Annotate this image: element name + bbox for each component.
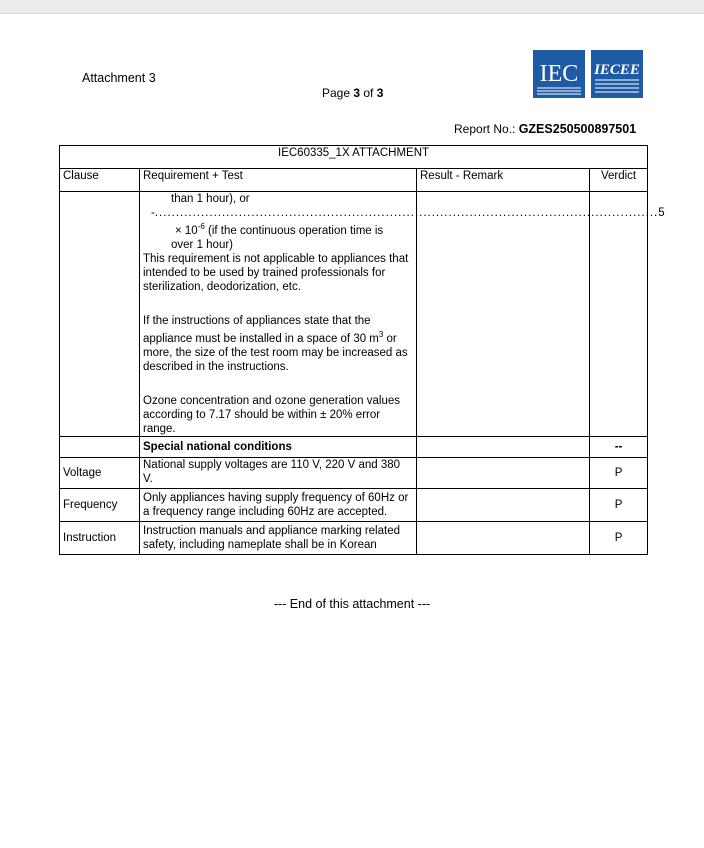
req-line: × $10^{-6}$ (if the continuous operation time is [175, 222, 384, 237]
verdict-cell: P [590, 521, 648, 554]
req-line: than 1 hour), or [171, 193, 250, 205]
verdict-cell [590, 192, 648, 437]
remark-cell [417, 488, 590, 521]
document-page [0, 14, 704, 848]
clause-cell: Instruction [60, 521, 140, 554]
clause-cell [60, 436, 140, 457]
viewer-top-bar [0, 0, 704, 14]
requirement-cell: National supply voltages are 110 V, 220 V and 380 V. [140, 457, 417, 488]
report-number: Report No.: GZES250500897501 [454, 122, 637, 136]
clause-cell: Voltage [60, 457, 140, 488]
table-row-special [60, 436, 648, 457]
svg-text:IECEE: IECEE [594, 62, 640, 78]
req-paragraph: Ozone concentration and ozone generation values according to 7.17 should be within ± 20% error range. [143, 394, 401, 435]
dot-leader-line: - ........................................................................................................................ 5 [151, 207, 665, 219]
requirement-cell: Instruction manuals and appliance marking related safety, including nameplate shall be in Korean [140, 521, 417, 554]
remark-cell [417, 457, 590, 488]
clause-cell [60, 192, 140, 437]
col-header-clause: Clause [60, 169, 140, 192]
col-header-verdict: Verdict [590, 169, 648, 192]
table-row [60, 521, 648, 554]
table-title: IEC60335_1X ATTACHMENT [60, 146, 648, 169]
attachment-table [59, 145, 665, 555]
verdict-cell: P [590, 457, 648, 488]
req-paragraph: If the instructions of appliances state that the appliance must be installed in a space of 30 $m^3$ or more, the size of the test room may be increased as described in the instructions. [143, 314, 408, 373]
table-row [60, 457, 648, 488]
table-row [60, 488, 648, 521]
requirement-cell [140, 192, 665, 437]
verdict-cell: -- [590, 436, 648, 457]
remark-cell [417, 192, 590, 437]
remark-cell [417, 521, 590, 554]
iec-iecee-logo [533, 50, 651, 100]
svg-text:IEC: IEC [539, 61, 579, 87]
table-title-row [60, 146, 648, 169]
col-header-result: Result - Remark [417, 169, 590, 192]
verdict-cell: P [590, 488, 648, 521]
page-number: Page 3 of 3 [322, 86, 384, 100]
requirement-cell: Only appliances having supply frequency of 60Hz or a frequency range including 60Hz are accepted. [140, 488, 417, 521]
table-row-continued [60, 192, 648, 437]
attachment-label: Attachment 3 [82, 71, 156, 85]
req-line: over 1 hour) [171, 238, 234, 251]
req-paragraph: This requirement is not applicable to appliances that intended to be used by trained professionals for sterilization, deodorization, etc. [143, 252, 409, 293]
table-header-row [60, 169, 648, 192]
remark-cell [417, 436, 590, 457]
col-header-requirement: Requirement + Test [140, 169, 417, 192]
clause-cell: Frequency [60, 488, 140, 521]
end-of-attachment: --- End of this attachment --- [273, 597, 431, 611]
special-conditions-label: Special national conditions [140, 436, 417, 457]
